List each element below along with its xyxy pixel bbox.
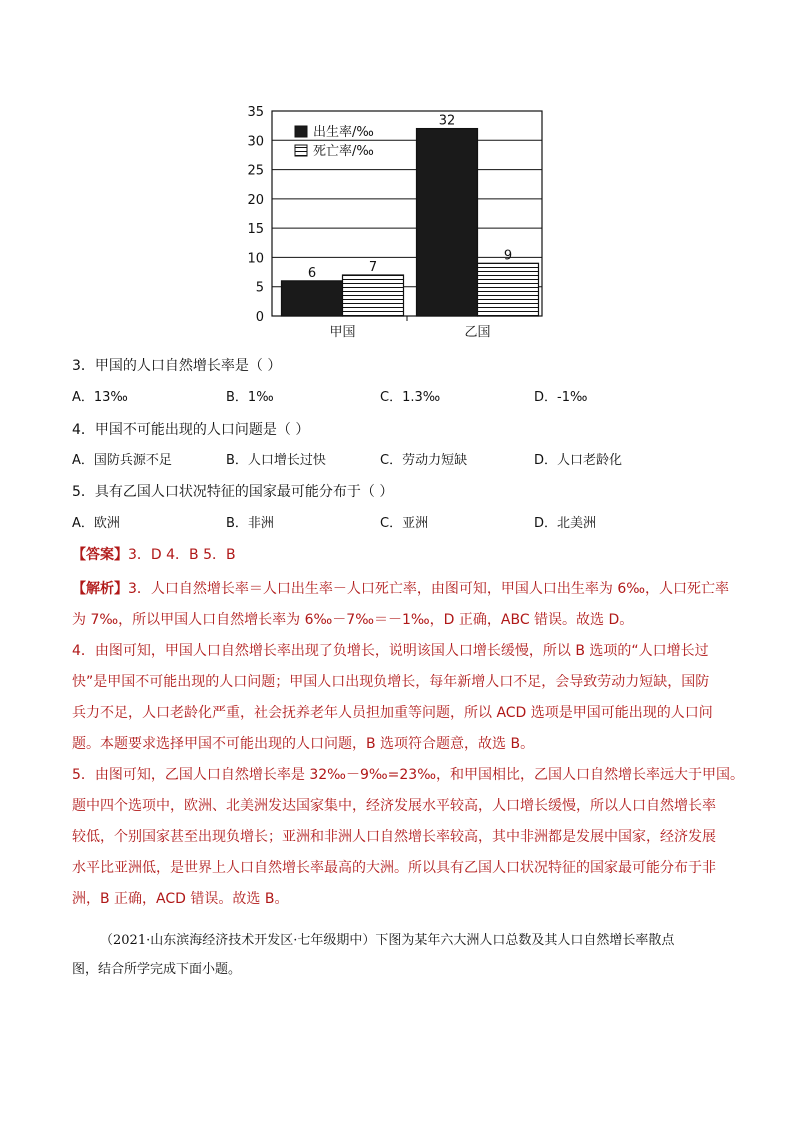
analysis-label: 【解析】 (72, 581, 128, 597)
answer-text: 3．D 4．B 5．B (128, 547, 236, 563)
q4-option-b[interactable]: B．人口增长过快 (226, 453, 326, 468)
analysis-line: 题。本题要求选择甲国不可能出现的人口问题，B 选项符合题意，故选 B。 (72, 736, 535, 752)
y-tick-label: 0 (255, 310, 264, 325)
source-note (72, 926, 722, 984)
y-tick-label: 35 (247, 105, 264, 120)
analysis-line: 为 7‰，所以甲国人口自然增长率为 6‰－7‰＝－1‰，D 正确，ABC 错误。故选 D。 (72, 612, 634, 628)
question-4-stem: 4．甲国不可能出现的人口问题是（ ） (72, 422, 310, 438)
source-note-line: （2021·山东滨海经济技术开发区·七年级期中）下图为某年六大洲人口总数及其人口自然增长率散点 (100, 933, 675, 948)
q5-option-c[interactable]: C．亚洲 (380, 516, 429, 531)
q5-option-a[interactable]: A．欧洲 (72, 516, 120, 531)
birth-death-rate-bar-chart (230, 95, 560, 345)
analysis-line: 水平比亚洲低，是世界上人口自然增长率最高的大洲。所以具有乙国人口状况特征的国家最可能分布于非 (72, 860, 716, 876)
q4-option-d[interactable]: D．人口老龄化 (534, 453, 623, 468)
source-note-line: 图，结合所学完成下面小题。 (72, 962, 242, 977)
chart-y-ticks (247, 105, 264, 325)
q3-option-a[interactable]: A．13‰ (72, 390, 128, 405)
analysis-paragraph-5 (72, 760, 744, 915)
q4-option-a[interactable]: A．国防兵源不足 (72, 453, 172, 468)
q5-option-b[interactable]: B．非洲 (226, 516, 274, 531)
bar-death-1 (478, 263, 539, 316)
q3-option-c[interactable]: C．1.3‰ (380, 390, 441, 405)
q3-option-d[interactable]: D．-1‰ (534, 390, 588, 405)
legend-label: 出生率/‰ (313, 125, 374, 140)
y-tick-label: 20 (247, 192, 264, 208)
question-5-stem: 5．具有乙国人口状况特征的国家最可能分布于（ ） (72, 484, 394, 500)
legend-swatch (295, 126, 307, 137)
q4-option-c[interactable]: C．劳动力短缺 (380, 453, 468, 468)
chart-legend (295, 124, 374, 159)
analysis-line: 较低，个别国家甚至出现负增长；亚洲和非洲人口自然增长率较高，其中非洲都是发展中国家，经济发展 (72, 829, 716, 845)
y-tick-label: 25 (247, 163, 264, 179)
answer-label: 【答案】 (72, 547, 128, 563)
data-label: 7 (368, 260, 378, 275)
data-label: 32 (438, 113, 456, 129)
y-tick-label: 15 (247, 222, 264, 238)
analysis-line: 快”是甲国不可能出现的人口问题；甲国人口出现负增长，每年新增人口不足，会导致劳动力短缺，国防 (72, 674, 710, 690)
q5-option-d[interactable]: D．北美洲 (534, 516, 597, 531)
analysis-paragraph-3 (72, 574, 730, 636)
y-tick-label: 10 (247, 251, 264, 267)
bar-birth-0 (282, 281, 343, 316)
question-3-stem: 3．甲国的人口自然增长率是（ ） (72, 358, 282, 374)
answer-line (72, 545, 236, 565)
analysis-line (72, 574, 730, 605)
bar-birth-1 (417, 129, 478, 316)
data-label: 9 (503, 248, 513, 264)
analysis-line: 5．由图可知，乙国人口自然增长率是 32‰－9‰=23‰，和甲国相比，乙国人口自然增长率远大于甲国。 (72, 767, 744, 783)
analysis-line: 洲，B 正确，ACD 错误。故选 B。 (72, 891, 289, 907)
legend-swatch (295, 145, 307, 156)
category-label: 甲国 (329, 325, 356, 340)
bar-death-0 (343, 275, 404, 316)
q3-option-b[interactable]: B．1‰ (226, 390, 274, 405)
category-label: 乙国 (464, 325, 491, 340)
analysis-line-text: 3．人口自然增长率＝人口出生率－人口死亡率，由图可知，甲国人口出生率为 6‰，人口死亡率 (128, 581, 730, 597)
analysis-line: 4．由图可知，甲国人口自然增长率出现了负增长，说明该国人口增长缓慢，所以 B 选项的“人口增长过 (72, 643, 709, 659)
analysis-paragraph-4 (72, 636, 724, 760)
chart-category-labels (329, 325, 490, 340)
y-tick-label: 30 (247, 134, 264, 150)
analysis-line: 兵力不足，人口老龄化严重，社会抚养老年人员担加重等问题，所以 ACD 选项是甲国可能出现的人口问 (72, 705, 713, 721)
analysis-line: 题中四个选项中，欧洲、北美洲发达国家集中，经济发展水平较高，人口增长缓慢，所以人口自然增长率 (72, 798, 716, 814)
y-tick-label: 5 (255, 280, 264, 296)
data-label: 6 (307, 265, 317, 281)
legend-label: 死亡率/‰ (313, 144, 374, 159)
